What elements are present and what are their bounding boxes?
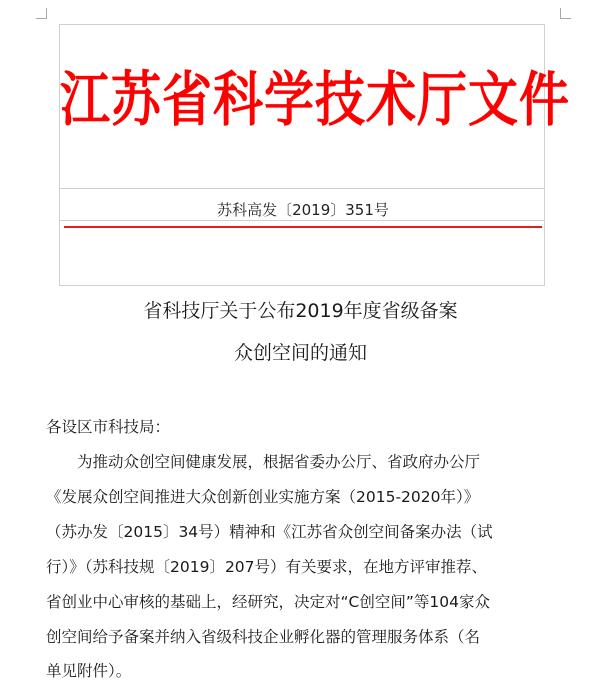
body-paragraph-line: 单见附件）。: [46, 662, 132, 680]
page-corner-mark-top-left: [36, 8, 47, 19]
header-divider: [60, 188, 544, 189]
page-corner-mark-top-right: [560, 8, 571, 19]
salutation: 各设区市科技局：: [46, 418, 171, 436]
document-header-frame: [59, 24, 570, 286]
body-paragraph-line: 《发展众创空间推进大众创新创业实施方案（2015-2020年）》: [46, 488, 480, 506]
body-paragraph-line: （苏办发〔2015〕34号）精神和《江苏省众创空间备案办法（试: [46, 523, 493, 541]
document-number: 苏科高发〔2019〕351号: [217, 201, 389, 219]
body-paragraph-line: 省创业中心审核的基础上，经研究，决定对“C创空间”等104家众: [46, 593, 490, 611]
issuer-red-title: 江苏省科学技术厅文件: [60, 65, 570, 135]
notice-title-line-2: 众创空间的通知: [233, 342, 367, 364]
notice-title-line-1: 省科技厅关于公布2019年度省级备案: [143, 300, 458, 322]
body-paragraph-line: 行）》（苏科技规〔2019〕207号）有关要求，在地方评审推荐、: [46, 558, 488, 576]
body-paragraph-line: 为推动众创空间健康发展，根据省委办公厅、省政府办公厅: [77, 453, 481, 471]
body-paragraph-line: 创空间给予备案并纳入省级科技企业孵化器的管理服务体系（名: [46, 628, 481, 646]
header-divider: [60, 220, 544, 221]
red-separator-rule: [64, 226, 542, 228]
